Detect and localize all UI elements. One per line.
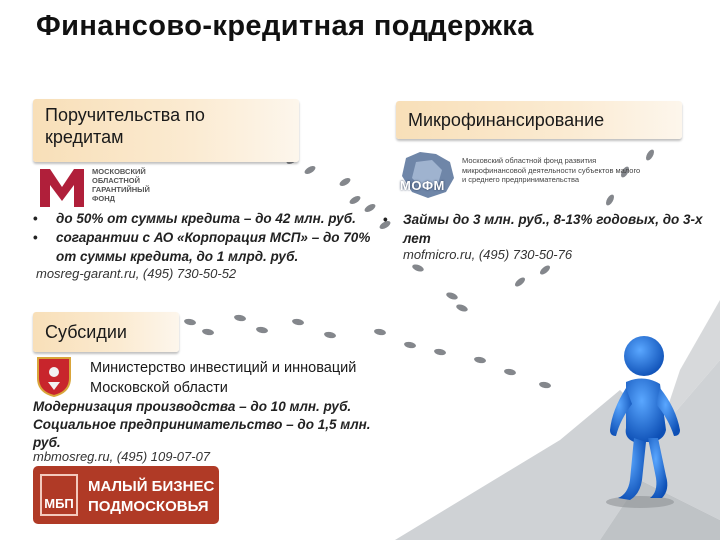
footprint [303, 164, 316, 175]
list-item: Модернизация производства – до 10 млн. руб. [33, 399, 352, 414]
m-logo-mark [38, 165, 86, 209]
footprint [348, 194, 361, 205]
footprint [539, 381, 552, 389]
footprint [338, 176, 351, 187]
list-item: Социальное предпринимательство – до 1,5 млн. руб. [33, 417, 371, 450]
bullet-text: согарантии с АО «Корпорация МСП» – до 70% от суммы кредита, до 1 млрд. руб. [56, 230, 371, 264]
footprint [256, 326, 269, 334]
microfinance-fund-logo [398, 148, 648, 202]
microfinance-contact: mofmicro.ru, (495) 730-50-76 [403, 247, 573, 262]
footprint [513, 276, 526, 288]
subsidies-contact: mbmosreg.ru, (495) 109-07-07 [33, 449, 211, 464]
footprint [455, 303, 468, 313]
footprint [474, 356, 487, 364]
bullet-text: до 50% от суммы кредита – до 42 млн. руб. [56, 211, 356, 226]
bullet-text: Займы до 3 млн. руб., 8-13% годовых, до 3-х лет [403, 212, 703, 246]
logo-text-line: микрофинансовой деятельности субъектов малого [462, 165, 641, 175]
bullet-dot: • [383, 212, 388, 227]
blue-person-figure [590, 330, 700, 510]
footprint [404, 341, 417, 349]
footprint [292, 318, 305, 326]
guarantee-banner [33, 99, 299, 162]
guarantee-bullets [33, 209, 381, 266]
guarantee-contact: mosreg-garant.ru, (495) 730-50-52 [36, 266, 237, 281]
list-item [33, 209, 381, 228]
footprint [374, 328, 387, 336]
guarantee-banner-label: Поручительства по кредитам [45, 105, 205, 147]
coat-of-arms-icon [34, 356, 74, 398]
msb-logo-line: МАЛЫЙ БИЗНЕС [88, 478, 215, 495]
msb-logo-line: ПОДМОСКОВЬЯ [88, 498, 209, 515]
subsidies-banner [33, 312, 179, 352]
list-item [383, 210, 703, 248]
footprint [445, 291, 458, 301]
footprint [324, 331, 337, 339]
footprint [434, 348, 447, 356]
footprint [202, 328, 215, 336]
bullet-dot: • [33, 230, 38, 245]
microfinance-logo-abbr: МОФМ [400, 178, 445, 193]
ministry-name: Министерство инвестиций и инноваций Московской области [90, 360, 357, 396]
microfinance-banner [396, 101, 682, 139]
small-business-logo [33, 466, 219, 524]
footprint [234, 314, 247, 322]
logo-text-line: и среднего предпринимательства [462, 175, 580, 184]
logo-text-line: ФОНД [92, 194, 115, 203]
guarantee-fund-logo [38, 165, 188, 209]
bullet-dot: • [33, 211, 38, 226]
footprint [184, 318, 197, 326]
footprint [504, 368, 517, 376]
page-title: Финансово-кредитная поддержка [36, 10, 534, 42]
list-item [33, 228, 381, 266]
logo-text-line: ОБЛАСТНОЙ [92, 176, 140, 185]
footprint [538, 264, 551, 276]
msb-mark: МБП [40, 474, 78, 516]
subsidies-list [33, 398, 378, 452]
microfinance-bullets [383, 210, 703, 248]
microfinance-banner-label: Микрофинансирование [408, 110, 605, 130]
logo-text-line: Московский областной фонд развития [462, 156, 597, 165]
footprint [411, 263, 424, 273]
logo-text-line: ГАРАНТИЙНЫЙ [92, 185, 150, 194]
subsidies-banner-label: Субсидии [45, 322, 127, 342]
logo-text-line: МОСКОВСКИЙ [92, 167, 146, 176]
